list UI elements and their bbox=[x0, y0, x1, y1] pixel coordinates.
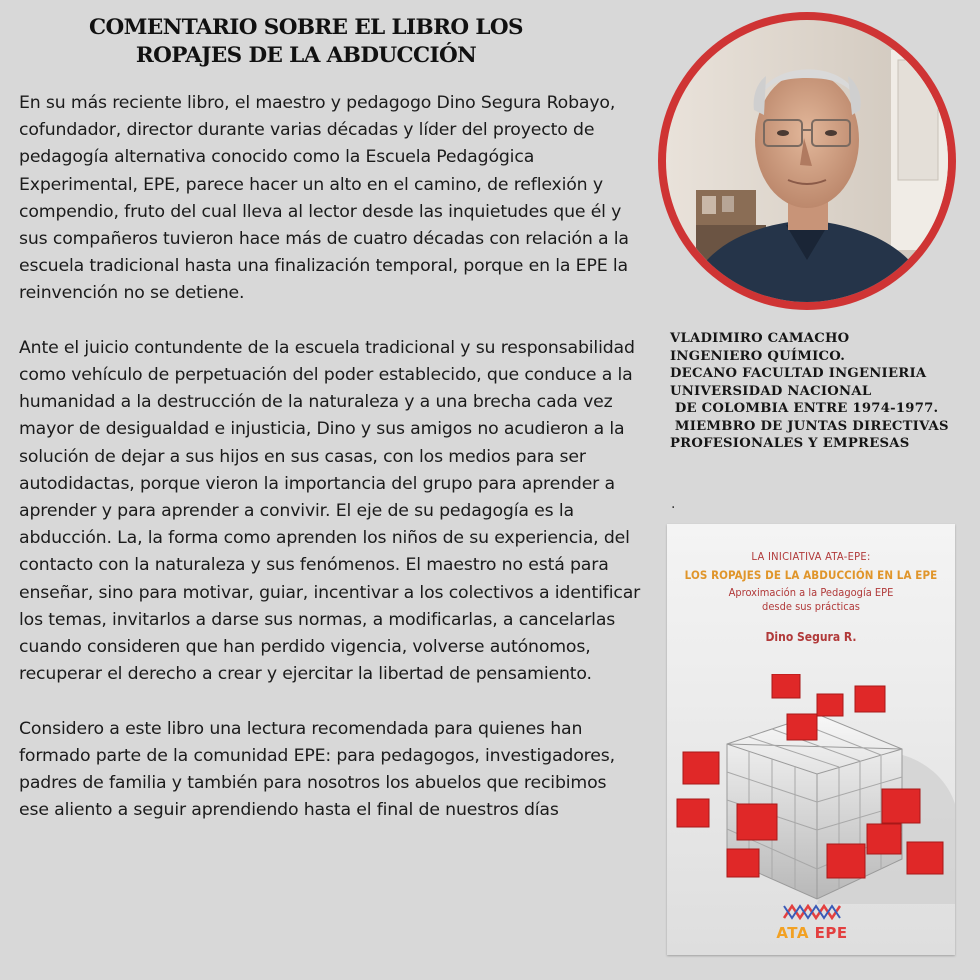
book-cover bbox=[667, 524, 955, 955]
page-title bbox=[60, 14, 552, 70]
paragraph-2: Ante el juicio contundente de la escuela tradicional y su responsabilidad como vehículo de perpetuación del poder establecido, que conduce a la humanidad a la destrucción de la naturaleza y a una brecha cada vez mayor de desigualdad e injusticia, Dino y sus amigos no acudieron a la solución de dejar a sus hijos en sus casas, con los medios para ser autodidactas, porque vieron la importancia del grupo para aprender a aprender y para aprender a convivir. El eje de su pedagogía es la abducción. La, la forma como aprenden los niños de su experiencia, del contacto con la naturaleza y sus fenómenos. El maestro no está para enseñar, sino para motivar, guiar, incentivar a los colectivos a identificar los temas, invitarlos a darse sus normas, a modificarlas, a cancelarlas cuando consideren que han perdido vigencia, volverse autónomos, recuperar el derecho a crear y ejercitar la libertad de pensamiento. bbox=[19, 337, 641, 685]
caption-line-6: MIEMBRO DE JUNTAS DIRECTIVAS bbox=[670, 418, 949, 434]
logo-text-ata: ATA bbox=[776, 924, 809, 942]
title-line-1: COMENTARIO SOBRE EL LIBRO LOS bbox=[89, 15, 523, 40]
cube-illustration-icon bbox=[667, 674, 955, 904]
author-caption bbox=[670, 330, 970, 453]
book-series: LA INICIATIVA ATA-EPE: bbox=[751, 550, 871, 563]
caption-line-4: UNIVERSIDAD NACIONAL bbox=[670, 383, 872, 399]
title-line-2: ROPAJES DE LA ABDUCCIÓN bbox=[135, 43, 477, 68]
portrait-frame bbox=[658, 12, 956, 310]
caption-line-3: DECANO FACULTAD INGENIERIA bbox=[670, 366, 927, 381]
person-photo-icon bbox=[666, 20, 948, 302]
portrait-photo bbox=[666, 20, 948, 302]
book-author: Dino Segura R. bbox=[765, 630, 857, 644]
caption-line-7: PROFESIONALES Y EMPRESAS bbox=[670, 436, 910, 451]
ata-epe-logo bbox=[767, 904, 857, 942]
caption-line-5: DE COLOMBIA ENTRE 1974-1977. bbox=[670, 401, 939, 416]
caption-line-2: INGENIERO QUÍMICO. bbox=[670, 348, 846, 364]
trailing-dot: . bbox=[671, 496, 676, 512]
logo-text-epe: EPE bbox=[814, 924, 848, 942]
book-subtitle-2: desde sus prácticas bbox=[762, 600, 860, 613]
ata-epe-logo-icon bbox=[782, 904, 842, 920]
article-body bbox=[19, 90, 641, 852]
caption-line-1: VLADIMIRO CAMACHO bbox=[670, 331, 850, 346]
book-title: LOS ROPAJES DE LA ABDUCCIÓN EN LA EPE bbox=[684, 568, 938, 582]
paragraph-3: Considero a este libro una lectura recomendada para quienes han formado parte de la comunidad EPE: para pedagogos, investigadores, padres de familia y también para nosotros los abuelos que recibimos ese aliento a seguir aprendiendo hasta el final de nuestros días bbox=[19, 718, 615, 821]
paragraph-1: En su más reciente libro, el maestro y pedagogo Dino Segura Robayo, cofundador, director durante varias décadas y líder del proyecto de pedagogía alternativa conocido como la Escuela Pedagógica Experimental, EPE, parece hacer un alto en el camino, de reflexión y compendio, fruto del cual lleva al lector desde las inquietudes que él y sus compañeros tuvieron hace más de cuatro décadas con relación a la escuela tradicional hasta una finalización temporal, porque en la EPE la reinvención no se detiene. bbox=[19, 93, 629, 304]
book-subtitle-1: Aproximación a la Pedagogía EPE bbox=[728, 586, 894, 599]
